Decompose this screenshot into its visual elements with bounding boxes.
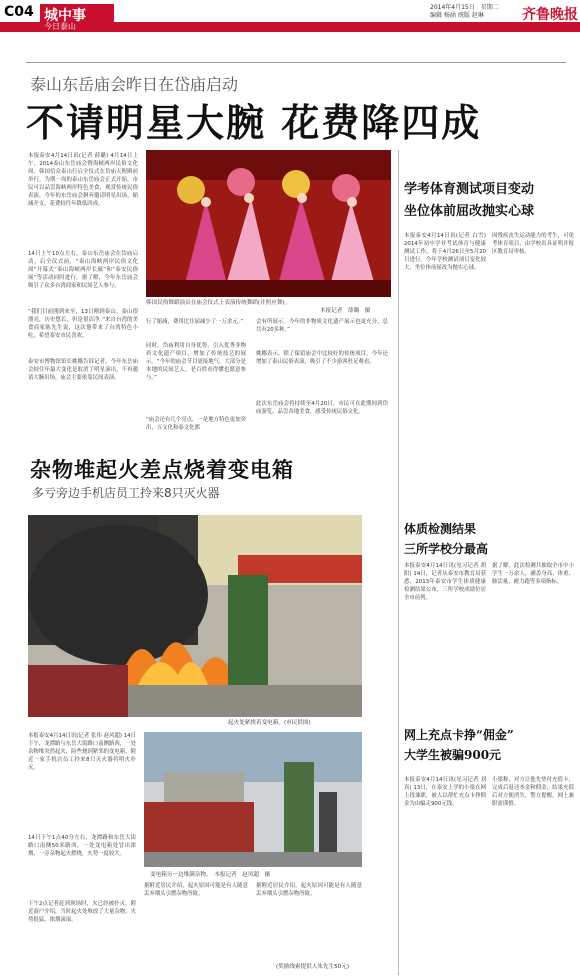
lead-photo-caption: 韩国民俗舞蹈演员在庙会仪式上表演传统舞蹈(并照应舞)。 [146, 300, 291, 306]
lead-paragraph: 泰安市博物馆馆长姚娜告诉记者，今年东岳庙会较往年最大变化是取消了明星演出，不再邀请大腕出场，庙会主要依靠民间表演。 [28, 359, 138, 381]
fire-photo-2-caption: 变电箱另一边堆满杂物。 本报记者 赵风超 摄 [150, 872, 271, 878]
lead-byline: 本报记者 薛璐 摄 [320, 308, 371, 314]
fire-headline: 杂物堆起火差点烧着变电箱 [30, 457, 294, 482]
fire-paragraph: 本报泰安4月14日讯(记者 张伟 赵风超) 14日下午，龙潭路与东岳大街路口南侧路西，一处杂物堆突然起火，险些烧到紧邻的变电箱，附近一家手机店员工拎来8只灭火器将明火扑灭。 [28, 733, 136, 771]
fire-column-2: 据附近居民介绍，起火原因可能是有人随意丢弃烟头引燃杂物所致。 [144, 883, 248, 897]
tip-credit: (奖励线索提供人朱先生50元) [276, 964, 350, 970]
lead-paragraph: 行了缩减，费用比往届减少了一万余元。” [146, 319, 244, 325]
lead-paragraph: “庙会还有几个亮点，一是地方特色更加突出，五文化和泰文化都 [146, 417, 246, 431]
sports-column-1: 本报泰安4月14日讯(记者 白雪) 2014年初中学业考试体育与健康测试工作，将于4月26日至5月20日进行。今年学校测试项目变化较大，坐位体前屈改为抛实心球。 [404, 233, 486, 271]
lead-paragraph: 14日上午10点左右，泰山东岳庙会在岱庙启动。启全仪式前，“泰山海峡两岸民俗文化周”开幕式“泰山海峡两岸长廊”和“泰安民俗展”等活动同时进行。据了解，今年东岳庙会吸引了众多台湾商家和民间艺人参与。 [28, 251, 138, 289]
page-number: C04 [4, 4, 34, 20]
commission-headline-line1: 网上充点卡挣“佣金” [404, 728, 514, 742]
fire-photo-caption: 起火处紧挨着变电箱。(市民供图) [228, 720, 311, 726]
header-meta [430, 4, 510, 20]
fire-column-1 [28, 732, 136, 972]
lead-paragraph: 姚娜表示，除了保留庙会中比较好的传统项目，今年还增加了泰山民俗表演，吸引了不少游客驻足观看。 [256, 351, 388, 365]
lead-paragraph: 同时，岱庙利用自身优势，引入优秀非物质文化遗产项目，增加了传统技艺的展示。“今年的庙会节目更接地气，大部分是本地的民间艺人，老百姓看得懂也愿意参与。” [146, 343, 246, 381]
commission-column-1: 本报泰安4月14日讯(见习记者 刘真) 13日，在泰安上学的小梁在网上找兼职，被人以帮忙充点卡挣佣金为由骗走900元钱。 [404, 777, 486, 807]
fire-column-3: 据附近居民介绍，起火原因可能是有人随意丢弃烟头引燃杂物所致。 [256, 883, 362, 897]
commission-column-2: 小梁称，对方让他先垫付充值卡，完成后返还本金和佣金，结果充值后对方便消失。警方提醒，网上兼职需谨慎。 [492, 777, 574, 807]
column-divider [398, 150, 399, 975]
sports-headline-line2: 坐位体前屈改抛实心球 [404, 204, 535, 219]
physical-headline-line2: 三所学校分最高 [404, 542, 489, 556]
sports-headline-line1: 学考体育测试项目变动 [404, 182, 535, 197]
newspaper-logo: 齐鲁晚报 [522, 7, 578, 23]
physical-column-2: 据了解，此次检测共抽取全市中小学生一万余人，涵盖身高、体重、肺活量、耐力跑等多项指标。 [492, 563, 574, 585]
dancers-illustration [146, 150, 391, 297]
commission-headline-line2: 大学生被骗900元 [404, 748, 502, 762]
header-red-strip [0, 22, 580, 32]
lead-kicker: 泰山东岳庙会昨日在岱庙启动 [30, 75, 239, 94]
fire-paragraph: 14日下午1点40分左右，龙潭路和东岳大街路口南侧50米路西，一处变电箱处冒出浓烟，一旁杂物起火燃烧，火势一度较大。 [28, 835, 136, 857]
subsection-name: 今日泰山 [44, 22, 76, 31]
fire-scene-illustration [28, 515, 362, 717]
fire-paragraph: 下午2点记者赶到现场时，火已经被扑灭。附近商户介绍，当时起火处堆放了大量杂物，火势很猛，浓烟滚滚。 [28, 901, 136, 923]
editor-line: 编辑 杨涵 统版 赵琳 [430, 12, 484, 19]
section-name: 城中事 [44, 8, 86, 24]
fire-photo-2 [144, 732, 362, 867]
date-line: 2014年4月15日 星期二 [430, 4, 499, 11]
fire-photo [28, 515, 362, 717]
physical-column-1: 本报泰安4月14日讯(见习记者 胡阳) 14日，记者从泰安市教育局获悉，2013年泰安市学生体质健康检测结果公布，三所学校成绩位居全市前列。 [404, 563, 486, 601]
physical-headline-line1: 体质检测结果 [404, 522, 477, 536]
substation-illustration [144, 732, 362, 867]
lead-paragraph: 此次东岳庙会将持续至4月20日，市民可在此期间到岱庙游览，品尝各地美食，感受传统民俗文化。 [256, 401, 388, 415]
fire-subheadline: 多亏旁边手机店员工拎来8只灭火器 [32, 486, 220, 500]
lead-headline: 不请明星大腕 花费降四成 [26, 100, 482, 145]
lead-paragraph: “我们目前刚到来至，13日刚到泰山。泰山很漂亮，历史悠长，但是很洁净。”来自台湾的美食商家陈先生说，这次他带来了台湾特色小吃，希望泰安市民喜欢。 [28, 309, 138, 339]
divider [26, 62, 566, 63]
sports-column-2: 因残疾丧失运动能力的考生，可免考体育项目，由学校出具证明并报区教育局审核。 [492, 233, 574, 255]
lead-photo [146, 150, 391, 297]
lead-paragraph: 会有所展示。今年的非物质文化遗产展示也更充分，总共有20多种。” [256, 319, 388, 333]
lead-paragraph: 本报泰安4月14日讯(记者 薛璐) 4月14日上午，2014泰山东岳庙会暨海峡两岸民俗文化周、韩国信众泰山行启全仪式在岱庙天贶殿前举行。为期一周的泰山东岳庙会正式开始，市民可以品尝海峡两岸特色美食，观赏传统民俗表演。今年的东岳庙会摒弃邀请明星出场，缩减开支，花费较往年降低四成。 [28, 153, 138, 207]
